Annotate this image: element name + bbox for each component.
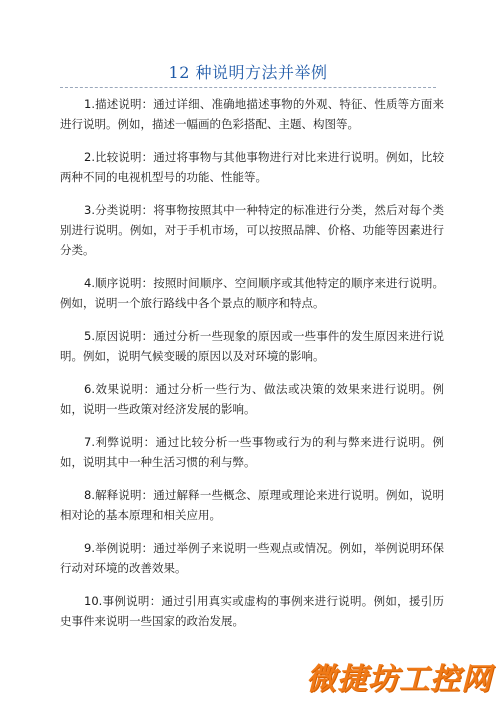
watermark-logo: 微捷坊工控网 (306, 662, 492, 697)
list-item: 10.事例说明：通过引用真实或虚构的事例来进行说明。例如，援引历史事件来说明一些国家的政治发展。 (60, 594, 444, 628)
item-list (60, 94, 444, 644)
list-item: 9.举例说明：通过举例子来说明一些观点或情况。例如，举例说明环保行动对环境的改善效果。 (60, 541, 444, 575)
title-divider (60, 87, 436, 88)
document-title: 12 种说明方法并举例 (168, 63, 328, 82)
list-item: 7.利弊说明：通过比较分析一些事物或行为的利与弊来进行说明。例如，说明其中一种生活习惯的利与弊。 (60, 435, 444, 469)
list-item: 1.描述说明：通过详细、准确地描述事物的外观、特征、性质等方面来进行说明。例如，描述一幅画的色彩搭配、主题、构图等。 (60, 97, 444, 131)
list-item: 3.分类说明：将事物按照其中一种特定的标准进行分类，然后对每个类别进行说明。例如，对于手机市场，可以按照品牌、价格、功能等因素进行分类。 (60, 203, 444, 257)
list-item: 2.比较说明：通过将事物与其他事物进行对比来进行说明。例如，比较两种不同的电视机型号的功能、性能等。 (60, 150, 444, 184)
list-item: 6.效果说明：通过分析一些行为、做法或决策的效果来进行说明。例如，说明一些政策对经济发展的影响。 (60, 382, 444, 416)
list-item: 5.原因说明：通过分析一些现象的原因或一些事件的发生原因来进行说明。例如，说明气候变暖的原因以及对环境的影响。 (60, 329, 444, 363)
list-item: 4.顺序说明：按照时间顺序、空间顺序或其他特定的顺序来进行说明。例如，说明一个旅行路线中各个景点的顺序和特点。 (60, 276, 444, 310)
list-item: 8.解释说明：通过解释一些概念、原理或理论来进行说明。例如，说明相对论的基本原理和相关应用。 (60, 488, 444, 522)
